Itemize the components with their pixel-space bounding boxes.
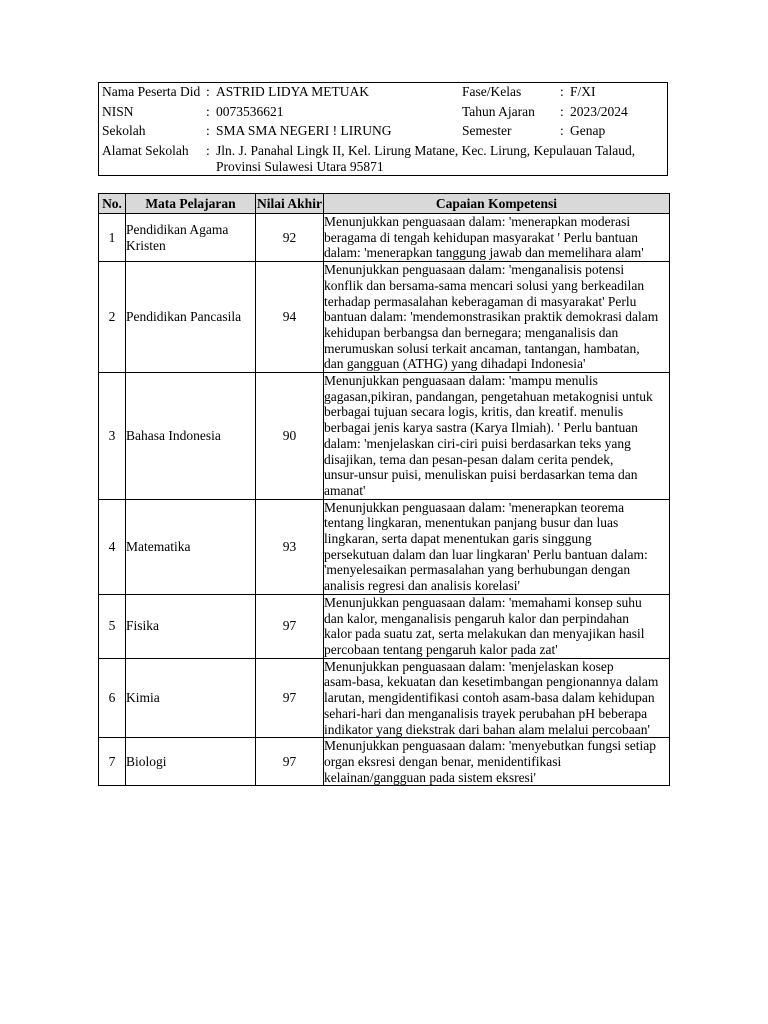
table-body: [99, 214, 670, 786]
subject-cell: [126, 594, 256, 658]
name-label: Nama Peserta Did: [102, 84, 201, 99]
competency-line: Menunjukkan penguasaan dalam: 'menerapkan moderasi: [324, 214, 631, 229]
table-row: [99, 214, 670, 262]
competency-line: kelainan/gangguan pada sistem eksresi': [324, 769, 536, 785]
competency-cell: [324, 262, 670, 373]
competency-line: berbagai tujuan secara logis, kritis, dan kreatif. menulis: [324, 404, 624, 420]
address-colon: :: [206, 143, 210, 158]
competency-line: analisis regresi dan analisis korelasi': [324, 578, 520, 594]
school-colon: :: [206, 123, 210, 138]
competency-line: 'menyelesaikan permasalahan yang berhubungan dengan: [324, 562, 631, 578]
competency-line: Menunjukkan penguasaan dalam: 'menerapkan teorema: [324, 499, 625, 515]
competency-line: Menunjukkan penguasaan dalam: 'menganalisis potensi: [324, 262, 625, 278]
competency-line: persekutuan dalam dan luar lingkaran' Perlu bantuan dalam:: [324, 546, 648, 562]
competency-line: dan gangguan (ATHG) yang dihadapi Indonesia': [324, 356, 586, 372]
competency-line: indikator yang diekstrak dari bahan alam melalui percobaan': [324, 721, 650, 737]
final-grade: 97: [256, 658, 324, 738]
subject-name: Fisika: [126, 618, 160, 634]
semester-label: Semester: [462, 123, 512, 138]
competency-line: tentang lingkaran, menentukan panjang busur dan luas: [324, 515, 619, 531]
table-row: [99, 738, 670, 786]
semester-colon: :: [560, 123, 564, 138]
competency-line: kehidupan berbangsa dan bernegara; menganalisis dan: [324, 324, 619, 340]
phase-label: Fase/Kelas: [462, 84, 522, 99]
header-no: No.: [99, 194, 126, 214]
nisn-label: NISN: [102, 104, 134, 119]
subject-cell: [126, 373, 256, 500]
school-value: SMA SMA NEGERI ! LIRUNG: [216, 123, 392, 138]
competency-cell: [324, 373, 670, 500]
subject-name: Kimia: [126, 690, 160, 706]
competency-line: konflik dan bersama-sama mencari solusi yang berkeadilan: [324, 277, 645, 293]
semester-value: Genap: [570, 123, 606, 138]
header-competency: Capaian Kompetensi: [324, 194, 670, 214]
subject-name: Matematika: [126, 538, 191, 554]
competency-line: kalor pada suatu zat, serta melakukan dan menyajikan hasil: [324, 626, 645, 642]
header-subject: Mata Pelajaran: [126, 194, 256, 214]
row-number: 2: [99, 262, 126, 373]
competency-line: dalam: 'menjelaskan ciri-ciri puisi berdasarkan teks yang: [324, 435, 631, 451]
row-number: 4: [99, 499, 126, 594]
competency-line: lingkaran, serta dapat menentukan garis singgung: [324, 531, 592, 547]
student-info-box: [98, 82, 668, 176]
competency-line: dan kalor, menganalisis pengaruh kalor dan perpindahan: [324, 610, 629, 626]
competency-line: sehari-hari dan menganalisis trayek perubahan pH beberapa: [324, 705, 648, 721]
competency-line: larutan, mengidentifikasi contoh asam-basa dalam kehidupan: [324, 690, 655, 706]
address-label: Alamat Sekolah: [102, 143, 189, 158]
competency-line: Menunjukkan penguasaan dalam: 'menjelaskan kosep: [324, 658, 614, 674]
competency-cell: [324, 594, 670, 658]
subject-name: Pendidikan Pancasila: [126, 309, 242, 325]
competency-line: amanat': [324, 482, 366, 498]
competency-line: terhadap permasalahan keberagaman di masyarakat' Perlu: [324, 293, 637, 309]
competency-line: bantuan dalam: 'mendemonstrasikan praktik demokrasi dalam: [324, 309, 659, 325]
final-grade: 94: [256, 262, 324, 373]
year-colon: :: [560, 104, 564, 119]
competency-line: dalam: 'menerapkan tanggung jawab dan memelihara alam': [324, 245, 644, 261]
table-row: [99, 373, 670, 500]
competency-line: percobaan tentang pengaruh kalor pada zat': [324, 641, 558, 657]
final-grade: 97: [256, 594, 324, 658]
grades-table: [98, 193, 670, 786]
competency-line: Menunjukkan penguasaan dalam: 'mampu menulis: [324, 373, 598, 389]
subject-name: Bahasa Indonesia: [126, 427, 221, 443]
competency-line: unsur-unsur puisi, menuliskan puisi berdasarkan tema dan: [324, 467, 638, 483]
subject-cell: [126, 214, 256, 262]
row-number: 6: [99, 658, 126, 738]
competency-line: Menunjukkan penguasaan dalam: 'memahami konsep suhu: [324, 594, 642, 610]
subject-name: Pendidikan Agama: [126, 221, 229, 237]
address-value: [216, 143, 661, 175]
competency-cell: [324, 738, 670, 786]
phase-value: F/XI: [570, 84, 596, 99]
final-grade: 90: [256, 373, 324, 500]
name-value: ASTRID LIDYA METUAK: [216, 84, 369, 99]
table-row: [99, 658, 670, 738]
row-number: 3: [99, 373, 126, 500]
competency-line: disajikan, tema dan pesan-pesan dalam cerita pendek,: [324, 451, 614, 467]
nisn-value: 0073536621: [216, 104, 284, 119]
address-line-2: Provinsi Sulawesi Utara 95871: [216, 159, 384, 174]
row-number: 7: [99, 738, 126, 786]
final-grade: 93: [256, 499, 324, 594]
address-line-1: Jln. J. Panahal Lingk II, Kel. Lirung Matane, Kec. Lirung, Kepulauan Talaud,: [216, 143, 636, 158]
row-number: 1: [99, 214, 126, 262]
final-grade: 97: [256, 738, 324, 786]
year-value: 2023/2024: [570, 104, 628, 119]
phase-colon: :: [560, 84, 564, 99]
subject-cell: [126, 658, 256, 738]
nisn-colon: :: [206, 104, 210, 119]
competency-line: asam-basa, kekuatan dan kesetimbangan pengionannya dalam: [324, 674, 659, 690]
final-grade: 92: [256, 214, 324, 262]
table-header-row: [99, 194, 670, 214]
competency-line: merumuskan solusi terkait ancaman, tantangan, hambatan,: [324, 340, 640, 356]
competency-line: berbagai jenis karya sastra (Karya Ilmiah). ' Perlu bantuan: [324, 420, 638, 436]
subject-cell: [126, 738, 256, 786]
competency-cell: [324, 214, 670, 262]
header-grade: Nilai Akhir: [256, 194, 324, 214]
competency-line: Menunjukkan penguasaan dalam: 'menyebutkan fungsi setiap: [324, 738, 656, 754]
year-label: Tahun Ajaran: [462, 104, 535, 119]
row-number: 5: [99, 594, 126, 658]
school-label: Sekolah: [102, 123, 146, 138]
competency-cell: [324, 658, 670, 738]
table-row: [99, 262, 670, 373]
subject-cell: [126, 262, 256, 373]
competency-line: beragama di tengah kehidupan masyarakat ' Perlu bantuan: [324, 229, 638, 245]
competency-line: gagasan,pikiran, pandangan, pengetahuan metakognisi untuk: [324, 388, 653, 404]
table-row: [99, 594, 670, 658]
competency-line: organ eksresi dengan benar, menidentifikasi: [324, 753, 562, 769]
table-row: [99, 499, 670, 594]
name-colon: :: [206, 84, 210, 99]
subject-name: Kristen: [126, 237, 166, 253]
subject-name: Biologi: [126, 753, 167, 769]
subject-cell: [126, 499, 256, 594]
competency-cell: [324, 499, 670, 594]
